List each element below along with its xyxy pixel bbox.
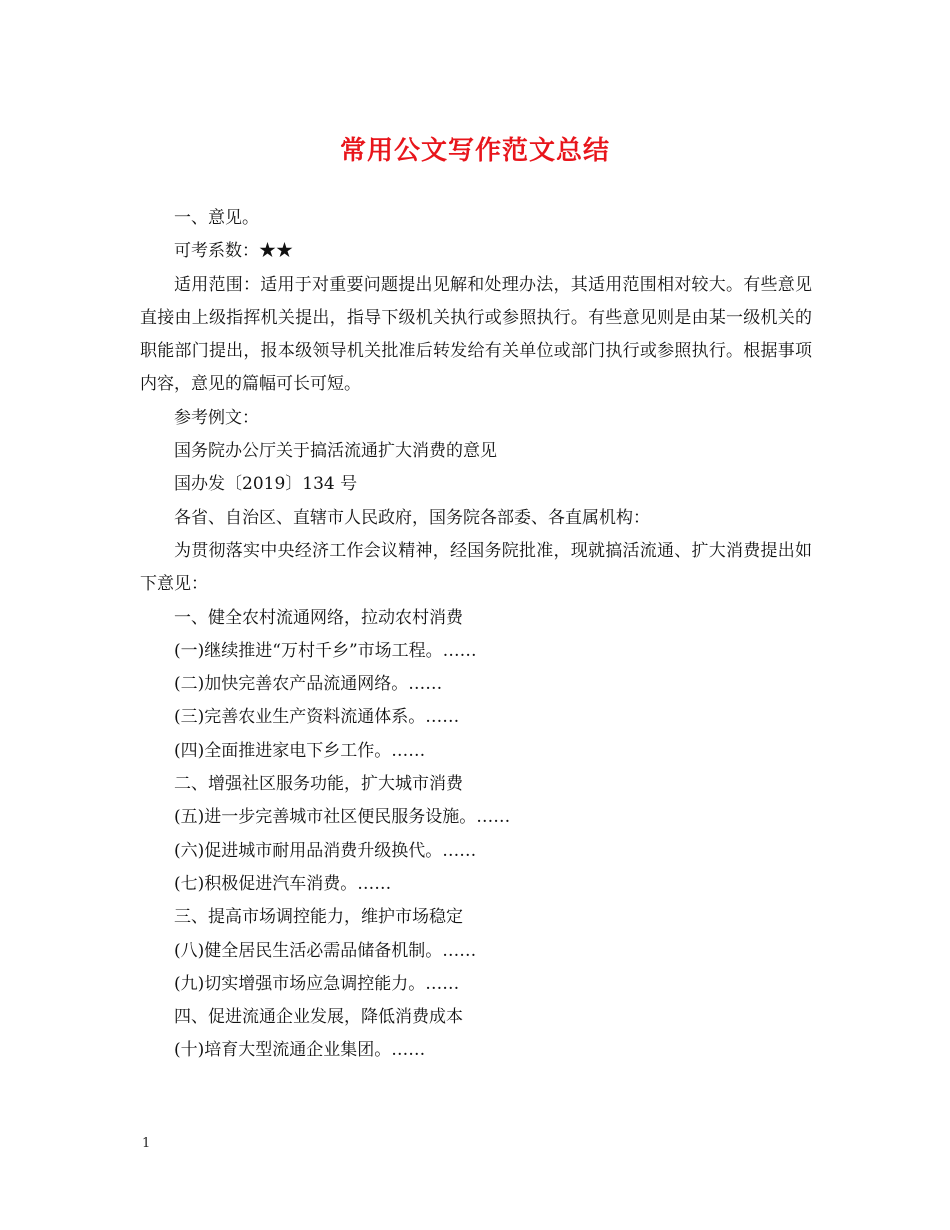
- paragraph-item: (四)全面推进家电下乡工作。……: [174, 740, 426, 761]
- paragraph-document-number: 国办发〔2019〕134 号: [174, 474, 358, 495]
- paragraph-item: (三)完善农业生产资料流通体系。……: [174, 707, 460, 728]
- paragraph-item: (六)促进城市耐用品消费升级换代。……: [174, 840, 477, 861]
- paragraph-preamble: 为贯彻落实中央经济工作会议精神，经国务院批准，现就搞活流通、扩大消费提出如下意见：: [140, 540, 812, 595]
- paragraph-item: 三、提高市场调控能力，维护市场稳定: [174, 907, 463, 928]
- paragraph-item: 二、增强社区服务功能，扩大城市消费: [174, 774, 463, 795]
- paragraph-item: (七)积极促进汽车消费。……: [174, 873, 392, 894]
- paragraph-recipients: 各省、自治区、直辖市人民政府，国务院各部委、各直属机构：: [174, 507, 650, 528]
- paragraph-item: (二)加快完善农产品流通网络。……: [174, 674, 443, 695]
- document-title: 常用公文写作范文总结: [339, 136, 610, 166]
- paragraph-item: 四、促进流通企业发展，降低消费成本: [174, 1007, 463, 1028]
- paragraph-scope: 适用范围：适用于对重要问题提出见解和处理办法，其适用范围相对较大。有些意见直接由上级指挥机关提出，指导下级机关执行或参照执行。有些意见则是由某一级机关的职能部门提出，报本级领导机关批准后转发给有关单位或部门执行或参照执行。根据事项内容，意见的篇幅可长可短。: [140, 274, 812, 395]
- paragraph-item: (八)健全居民生活必需品储备机制。……: [174, 940, 477, 961]
- paragraph-item: (十)培育大型流通企业集团。……: [174, 1040, 426, 1061]
- paragraph-section-heading: 一、意见。: [174, 208, 259, 228]
- paragraph-reference-label: 参考例文：: [174, 407, 259, 428]
- paragraph-item: (五)进一步完善城市社区便民服务设施。……: [174, 807, 511, 828]
- paragraph-item: (九)切实增强市场应急调控能力。……: [174, 973, 460, 994]
- paragraph-item: 一、健全农村流通网络，拉动农村消费: [174, 607, 463, 628]
- document-body: [140, 202, 812, 1068]
- paragraph-example-title: 国务院办公厅关于搞活流通扩大消费的意见: [174, 441, 497, 462]
- paragraph-item: (一)继续推进“万村千乡”市场工程。……: [174, 640, 477, 661]
- page-number: 1: [142, 1136, 151, 1151]
- paragraph-exam-rating: 可考系数：★★: [174, 241, 293, 262]
